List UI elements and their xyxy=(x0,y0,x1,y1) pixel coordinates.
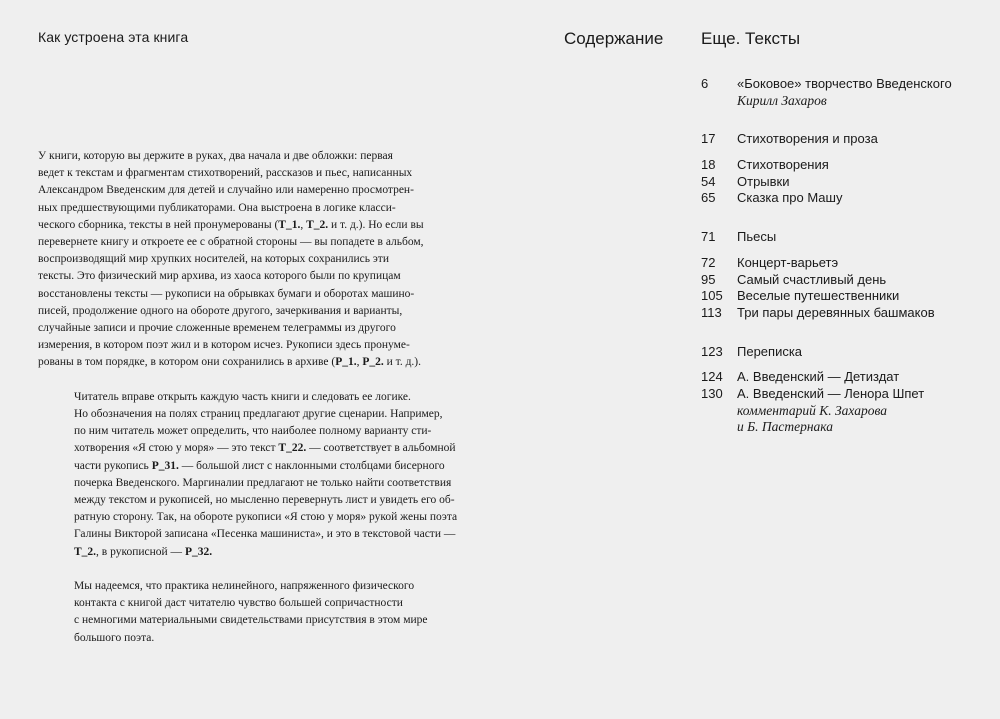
toc-page-number: 123 xyxy=(701,343,723,359)
toc-entry-title: Концерт-варьетэ xyxy=(737,254,839,270)
text-line: рованы в том порядке, в котором они сохранились в архиве (Р_1., Р_2. и т. д.). xyxy=(38,356,421,369)
text-line: Александром Введенским для детей и случайно или намеренно просмотрен- xyxy=(38,184,414,197)
text-line: перевернете книгу и откроете ее с обратной стороны — вы попадете в альбом, xyxy=(38,236,424,249)
toc-entry-author: Кирилл Захаров xyxy=(737,92,827,108)
text-line: тексты. Это физический мир архива, из хаоса которого были по крупицам xyxy=(38,270,401,283)
paragraph-3 xyxy=(38,578,448,647)
toc-entry-author: комментарий К. Захарова xyxy=(737,402,887,418)
toc-page-number: 113 xyxy=(701,304,722,320)
paragraph-1 xyxy=(38,148,448,372)
text-line: случайные записи и прочие сложенные временем телеграммы из другого xyxy=(38,322,396,335)
text-line: восстановлены тексты — рукописи на обрывках бумаги и оборотах машино- xyxy=(38,287,415,300)
table-of-contents xyxy=(701,76,991,436)
toc-page-number: 18 xyxy=(701,157,716,173)
toc-page-number: 6 xyxy=(701,76,709,91)
text-line: почерка Введенского. Маргиналии предлагают не только найти соответствия xyxy=(74,476,452,489)
toc-entry-title: Три пары деревянных башмаков xyxy=(737,304,935,320)
toc-entry-title: Сказка про Машу xyxy=(737,190,843,206)
toc-entry[interactable] xyxy=(701,174,991,191)
text-line: ных предшествующими публикаторами. Она выстроена в логике класси- xyxy=(38,201,396,214)
toc-page-number: 72 xyxy=(701,254,716,270)
toc-entry[interactable] xyxy=(701,272,991,289)
text-line: по ним читатель может определить, что наиболее полному варианту сти- xyxy=(74,425,432,438)
text-line: У книги, которую вы держите в руках, два начала и две обложки: первая xyxy=(38,150,393,162)
text-line: ческого сборника, тексты в ней пронумерованы (Т_1., Т_2. и т. д.). Но если вы xyxy=(38,218,424,231)
text-line: Галины Викторой записана «Песенка машиниста», и это в текстовой части — xyxy=(74,528,456,541)
toc-entry[interactable] xyxy=(701,288,991,305)
toc-entry[interactable] xyxy=(701,229,991,246)
text-line: писей, продолжение одного на обороте другого, зачеркивания и варианты, xyxy=(38,304,403,317)
text-line: Мы надеемся, что практика нелинейного, напряженного физического xyxy=(74,580,415,593)
toc-page-number: 71 xyxy=(701,229,716,245)
contents-title: Содержание xyxy=(564,29,664,48)
toc-entry[interactable] xyxy=(701,344,991,361)
toc-entry-title: Стихотворения xyxy=(737,157,829,173)
text-line: хотворения «Я стою у моря» — это текст Т_22. — соответствует в альбомной xyxy=(74,442,456,455)
text-line: воспроизводящий мир хрупких носителей, на которых сохранились эти xyxy=(38,253,389,266)
toc-page-number: 105 xyxy=(701,288,723,304)
reference-mark: Р_2. xyxy=(362,356,384,369)
toc-entry[interactable] xyxy=(701,386,991,403)
toc-entry-title: А. Введенский — Ленора Шпет xyxy=(737,385,925,401)
toc-entry-title: «Боковое» творчество Введенского xyxy=(737,76,952,91)
running-head: Как устроена эта книга xyxy=(38,29,189,45)
toc-page-number: 95 xyxy=(701,271,716,287)
toc-entry-author: и Б. Пастернака xyxy=(737,419,833,435)
toc-entry-title: А. Введенский — Детиздат xyxy=(737,369,900,385)
toc-page-number: 130 xyxy=(701,385,723,401)
reference-mark: Р_32. xyxy=(184,545,213,558)
toc-entry-title: Переписка xyxy=(737,343,803,359)
reference-mark: Р_1. xyxy=(335,356,357,369)
toc-page-number: 17 xyxy=(701,131,716,147)
text-line: Но обозначения на полях страниц предлагают другие сценарии. Например, xyxy=(74,408,443,421)
paragraph-2 xyxy=(38,389,458,561)
body-text xyxy=(38,148,458,647)
toc-entry-title: Отрывки xyxy=(737,173,790,189)
reference-mark: Т_22. xyxy=(278,442,307,455)
toc-entry-title: Стихотворения и проза xyxy=(737,131,878,147)
toc-page-number: 54 xyxy=(701,173,716,189)
text-line: большого поэта. xyxy=(74,631,155,644)
text-line: с немногими материальными свидетельствами присутствия в этом мире xyxy=(74,614,428,627)
text-line: части рукопись Р_31. — большой лист с наклонными столбцами бисерного xyxy=(74,459,445,472)
text-line: Читатель вправе открыть каждую часть книги и следовать ее логике. xyxy=(74,390,411,403)
toc-entry[interactable] xyxy=(701,131,991,148)
reference-mark: Т_2. xyxy=(74,545,97,558)
reference-mark: Р_31. xyxy=(151,459,179,472)
toc-entry[interactable] xyxy=(701,157,991,174)
text-line: Т_2., в рукописной — Р_32. xyxy=(74,545,213,558)
toc-page-number: 65 xyxy=(701,190,716,206)
toc-entry[interactable] xyxy=(701,369,991,386)
reference-mark: Т_1. xyxy=(278,218,301,231)
toc-entry[interactable] xyxy=(701,255,991,272)
toc-entry[interactable] xyxy=(701,190,991,207)
right-page xyxy=(500,0,1000,719)
text-line: между текстом и рукописей, но мысленно перевернуть лист и увидеть его об- xyxy=(74,494,455,507)
toc-entry[interactable] xyxy=(701,305,991,322)
toc-page-number: 124 xyxy=(701,369,723,385)
toc-entry[interactable] xyxy=(701,76,991,93)
text-line: контакта с книгой даст читателю чувство большей сопричастности xyxy=(74,597,403,610)
toc-entry-title: Самый счастливый день xyxy=(737,271,887,287)
reference-mark: Т_2. xyxy=(306,218,329,231)
text-line: ведет к текстам и фрагментам стихотворений, рассказов и пьес, написанных xyxy=(38,167,413,180)
toc-entry-title: Веселые путешественники xyxy=(737,288,900,304)
text-line: измерения, в котором поэт жил и в котором исчез. Рукописи здесь пронуме- xyxy=(38,339,410,352)
toc-entry-title: Пьесы xyxy=(737,229,777,245)
text-line: ратную сторону. Так, на обороте рукописи «Я стою у моря» рукой жены поэта xyxy=(74,511,458,524)
section-title: Еще. Тексты xyxy=(701,29,801,48)
